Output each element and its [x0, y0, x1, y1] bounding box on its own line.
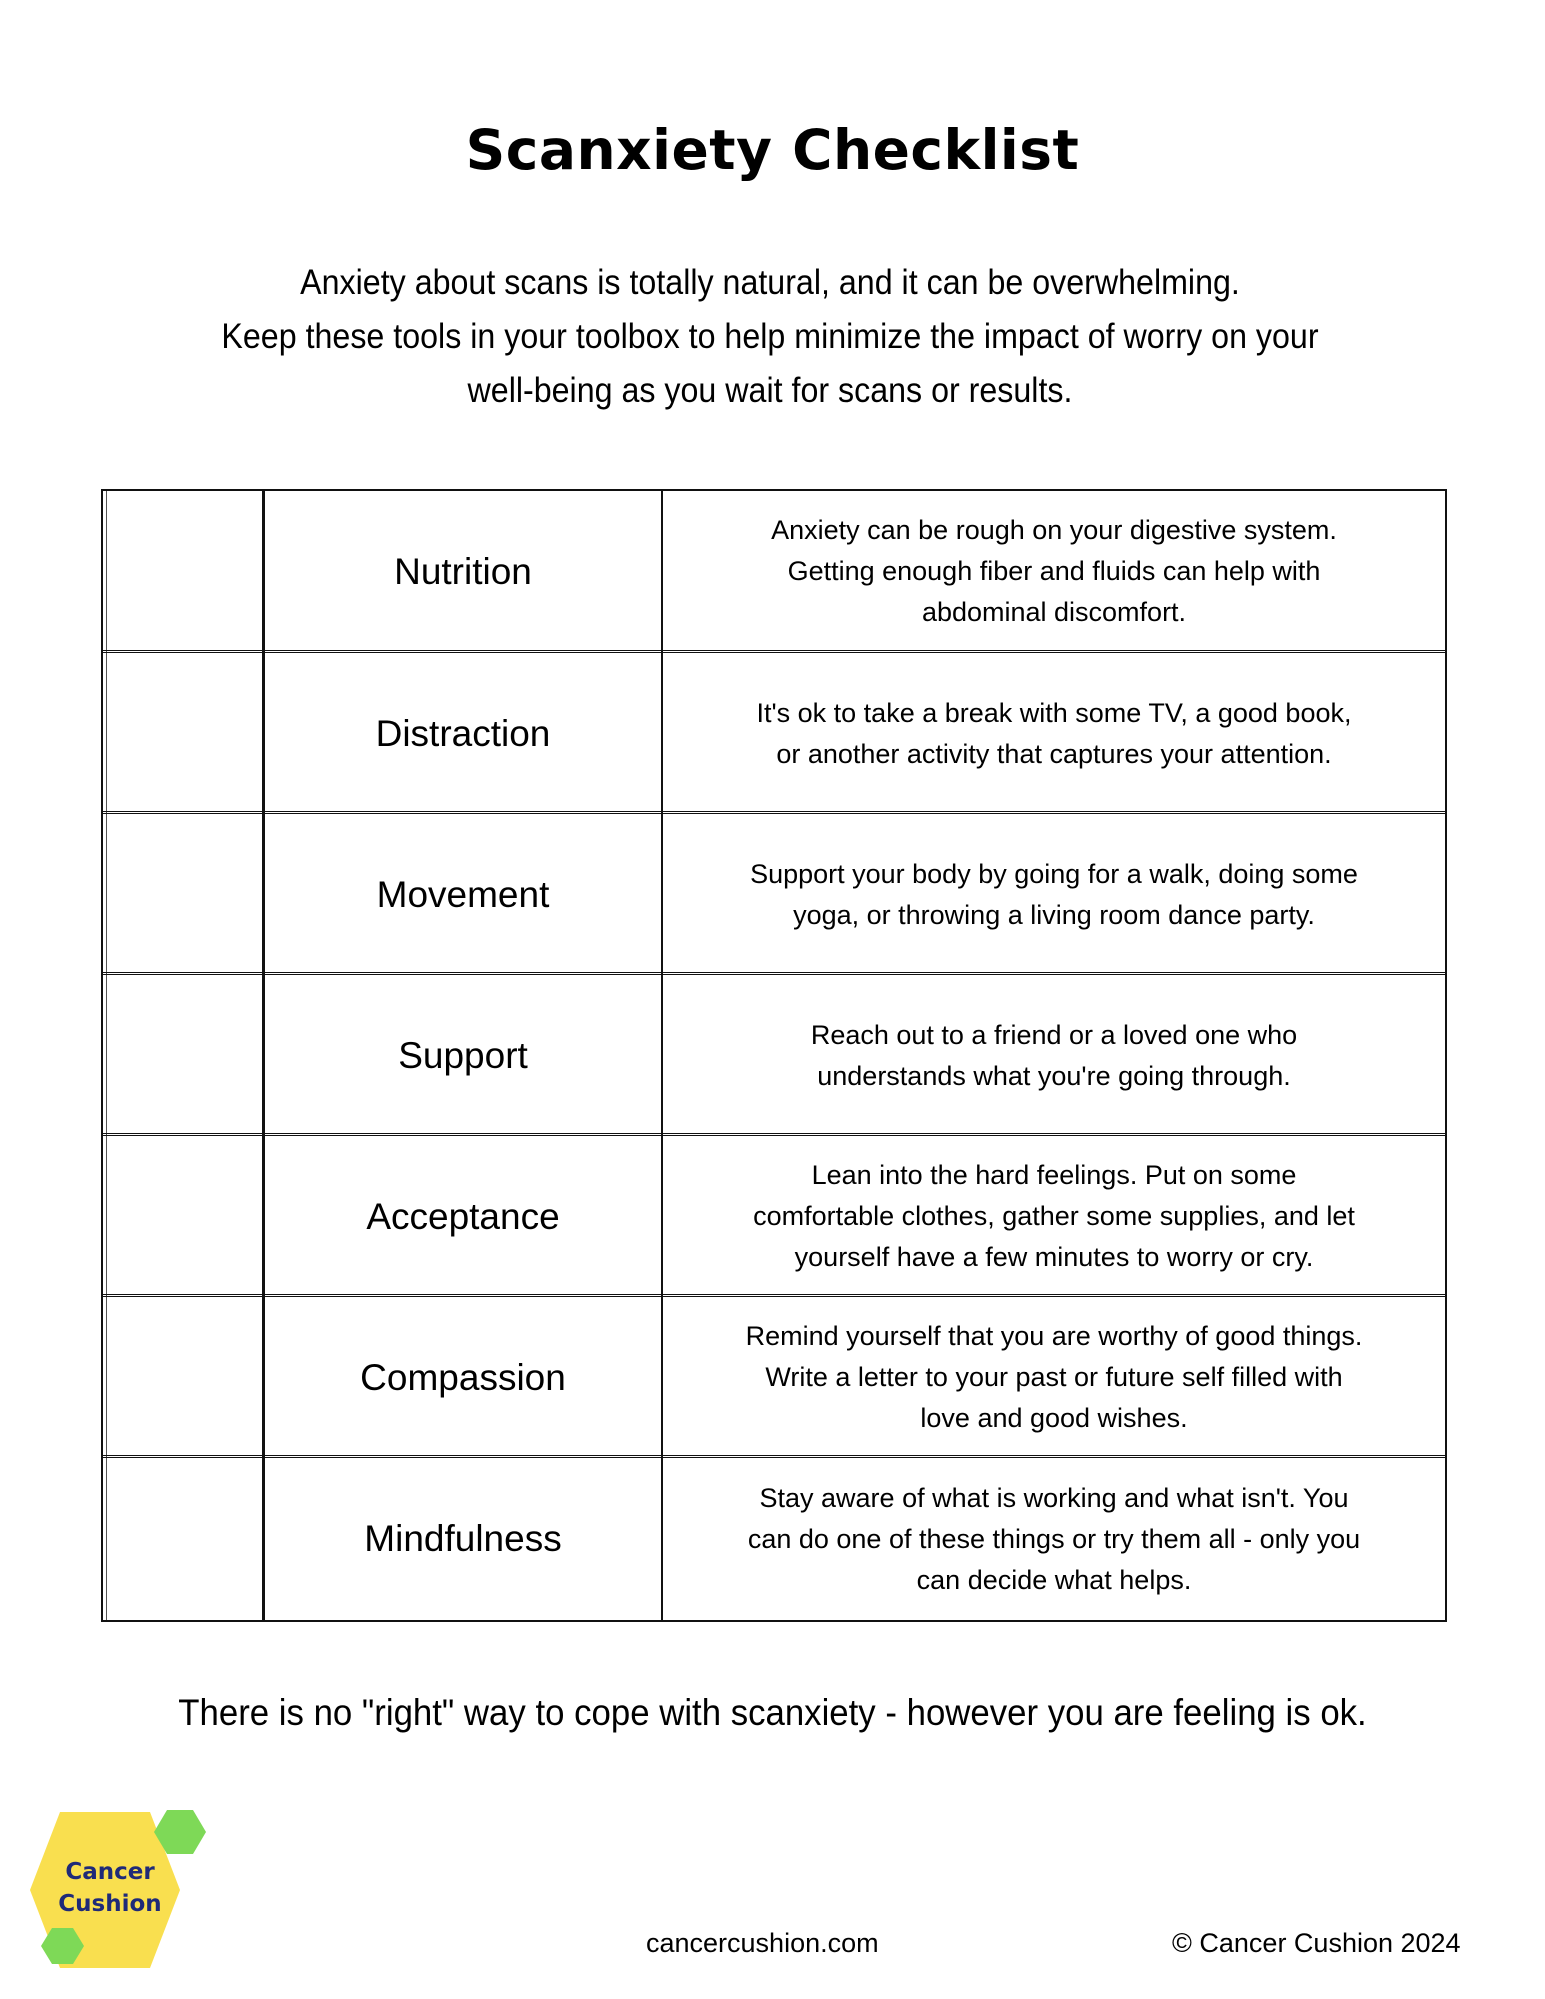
description-line: understands what you're going through.	[817, 1060, 1291, 1091]
description-line: Remind yourself that you are worthy of good things.	[745, 1321, 1363, 1351]
description-line: Lean into the hard feelings. Put on some	[811, 1160, 1297, 1190]
logo-line-1: Cancer	[65, 1859, 155, 1885]
checklist-row-support	[103, 972, 1445, 1136]
checkbox-cell	[103, 491, 265, 652]
item-description	[663, 1136, 1445, 1297]
website-link[interactable]: cancercushion.com	[646, 1928, 879, 1958]
item-name: Nutrition	[265, 491, 663, 652]
item-description	[663, 975, 1445, 1136]
description-line: Reach out to a friend or a loved one who	[810, 1019, 1298, 1050]
description-line: Stay aware of what is working and what isn't. You	[759, 1482, 1349, 1513]
checkbox-cell	[103, 653, 265, 814]
cancer-cushion-logo	[30, 1810, 210, 1970]
checklist-row-nutrition	[103, 491, 1445, 652]
closing-statement: There is no "right" way to cope with scanxiety - however you are feeling is ok.	[178, 1692, 1367, 1733]
logo-text	[50, 1856, 170, 1920]
checkbox-cell	[103, 1297, 265, 1458]
logo-line-2: Cushion	[58, 1891, 162, 1917]
item-name: Acceptance	[265, 1136, 663, 1297]
item-name: Compassion	[265, 1297, 663, 1458]
checklist-row-compassion	[103, 1294, 1445, 1458]
intro-line: Keep these tools in your toolbox to help minimize the impact of worry on your	[221, 317, 1319, 356]
description-line: or another activity that captures your attention.	[776, 738, 1332, 769]
description-line: yoga, or throwing a living room dance party.	[793, 899, 1315, 930]
checklist-table	[101, 489, 1447, 1622]
checkbox-support[interactable]	[103, 975, 262, 1136]
checkbox-cell	[103, 975, 265, 1136]
item-description	[663, 814, 1445, 975]
item-name: Distraction	[265, 653, 663, 814]
description-line: Getting enough fiber and fluids can help with	[787, 556, 1321, 586]
checkbox-cell	[103, 814, 265, 975]
item-description	[663, 653, 1445, 814]
item-description	[663, 1458, 1445, 1620]
description-line: Support your body by going for a walk, doing some	[750, 858, 1358, 889]
checklist-row-distraction	[103, 650, 1445, 814]
checkbox-cell	[103, 1458, 265, 1620]
copyright-notice: © Cancer Cushion 2024	[1172, 1928, 1461, 1958]
description-line: Anxiety can be rough on your digestive system.	[771, 515, 1337, 545]
checkbox-nutrition[interactable]	[103, 491, 262, 652]
description-line: can do one of these things or try them all - only you	[747, 1523, 1361, 1554]
description-line: love and good wishes.	[920, 1403, 1188, 1433]
checklist-row-movement	[103, 811, 1445, 975]
intro-line: Anxiety about scans is totally natural, and it can be overwhelming.	[300, 263, 1240, 302]
description-line: abdominal discomfort.	[921, 597, 1187, 627]
checklist-row-acceptance	[103, 1133, 1445, 1297]
checkbox-mindfulness[interactable]	[103, 1458, 262, 1620]
page-title: Scanxiety Checklist	[465, 118, 1080, 182]
checklist-row-mindfulness	[103, 1455, 1445, 1620]
item-name: Support	[265, 975, 663, 1136]
checkbox-cell	[103, 1136, 265, 1297]
item-name: Movement	[265, 814, 663, 975]
checkbox-movement[interactable]	[103, 814, 262, 975]
intro-line: well-being as you wait for scans or results.	[467, 371, 1073, 410]
checkbox-compassion[interactable]	[103, 1297, 262, 1458]
item-description	[663, 1297, 1445, 1458]
description-line: comfortable clothes, gather some supplies, and let	[753, 1201, 1355, 1231]
description-line: Write a letter to your past or future self filled with	[765, 1362, 1343, 1392]
checkbox-distraction[interactable]	[103, 653, 262, 814]
description-line: yourself have a few minutes to worry or cry.	[794, 1242, 1314, 1272]
checkbox-acceptance[interactable]	[103, 1136, 262, 1297]
description-line: It's ok to take a break with some TV, a good book,	[756, 697, 1352, 728]
item-description	[663, 491, 1445, 652]
description-line: can decide what helps.	[916, 1564, 1192, 1595]
intro-paragraph	[117, 256, 1423, 418]
item-name: Mindfulness	[265, 1458, 663, 1620]
